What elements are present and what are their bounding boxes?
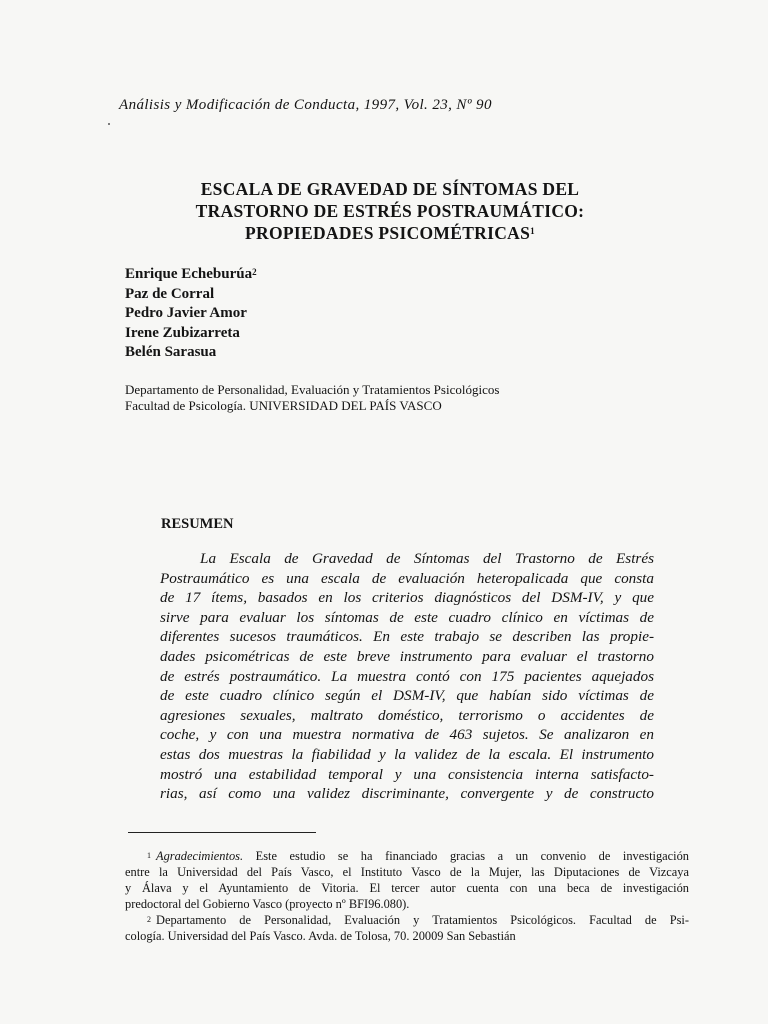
author-list [125, 265, 257, 363]
abstract-line: de estrés postraumático. La muestra contó con 175 pacientes aquejados [160, 667, 654, 685]
footnote-1-line: entre la Universidad del País Vasco, el Instituto Vasco de la Mujer, las Diputaciones de Vizcaya [125, 865, 689, 879]
scan-speck [108, 123, 110, 125]
footnote-rule [128, 832, 316, 833]
abstract-line: de 17 ítems, basados en los criterios diagnósticos del DSM-IV, y que [160, 589, 654, 607]
abstract-line: agresiones sexuales, maltrato doméstico, terrorismo o accidentes de [160, 706, 654, 724]
title-line [150, 222, 630, 244]
footnote-2-mark: 2 [147, 915, 151, 924]
abstract-line: Postraumático es una escala de evaluación heteropalicada que consta [160, 569, 654, 587]
title-line: ESCALA DE GRAVEDAD DE SÍNTOMAS DEL [200, 179, 580, 199]
footnote-2-line [125, 912, 689, 928]
abstract-line: diferentes sucesos traumáticos. En este trabajo se describen las propie- [160, 628, 654, 646]
title-line-text: PROPIEDADES PSICOMÉTRICAS [245, 223, 531, 243]
affiliation [125, 382, 499, 414]
author-name: Irene Zubizarreta [125, 324, 240, 341]
abstract-line: dades psicométricas de este breve instrumento para evaluar el trastorno [160, 647, 654, 665]
footnotes [125, 848, 689, 944]
abstract-line: sirve para evaluar los síntomas de este cuadro clínico en víctimas de [160, 608, 654, 626]
footnote-1-text: Este estudio se ha financiado gracias a un convenio de investigación [255, 849, 689, 863]
author-name [125, 265, 257, 285]
footnote-1-mark: 1 [147, 851, 151, 860]
footnote-1-line: predoctoral del Gobierno Vasco (proyecto nº BFI96.080). [125, 897, 410, 911]
abstract-body [160, 549, 654, 804]
footnote-1-line [125, 848, 689, 864]
title-line: TRASTORNO DE ESTRÉS POSTRAUMÁTICO: [195, 201, 585, 221]
abstract-heading: RESUMEN [161, 516, 234, 532]
abstract-line: La Escala de Gravedad de Síntomas del Trastorno de Estrés [200, 550, 654, 567]
abstract-line: coche, y con una muestra normativa de 463 sujetos. Se analizaron en [160, 726, 654, 744]
abstract-line: mostró una estabilidad temporal y una consistencia interna satisfacto- [160, 765, 654, 783]
footnote-1-label: Agradecimientos. [156, 849, 244, 863]
abstract-line: rias, así como una validez discriminante, convergente y de constructo [160, 785, 654, 803]
footnote-2-line: cología. Universidad del País Vasco. Avda. de Tolosa, 70. 20009 San Sebastián [125, 929, 516, 943]
author-name-text: Enrique Echeburúa [125, 266, 253, 282]
abstract-line: estas dos muestras la fiabilidad y la validez de la escala. El instrumento [160, 745, 654, 763]
footnote-1-line: y Álava y el Ayuntamiento de Vitoria. El tercer autor cuenta con una beca de investigación [125, 881, 689, 895]
affiliation-line: Facultad de Psicología. UNIVERSIDAD DEL PAÍS VASCO [125, 398, 442, 413]
footnote-2-text: Departamento de Personalidad, Evaluación y Tratamientos Psicológicos. Facultad de Psi- [156, 913, 689, 927]
author-name: Paz de Corral [125, 285, 215, 302]
title-footnote-mark: 1 [530, 226, 535, 236]
author-footnote-mark: 2 [252, 267, 257, 277]
paper-title [150, 178, 630, 244]
affiliation-line: Departamento de Personalidad, Evaluación y Tratamientos Psicológicos [125, 382, 500, 397]
abstract-line: de este cuadro clínico según el DSM-IV, que habían sido víctimas de [160, 687, 654, 705]
author-name: Pedro Javier Amor [125, 305, 247, 321]
journal-citation: Análisis y Modificación de Conducta, 1997, Vol. 23, Nº 90 [119, 97, 492, 113]
author-name: Belén Sarasua [125, 344, 217, 360]
